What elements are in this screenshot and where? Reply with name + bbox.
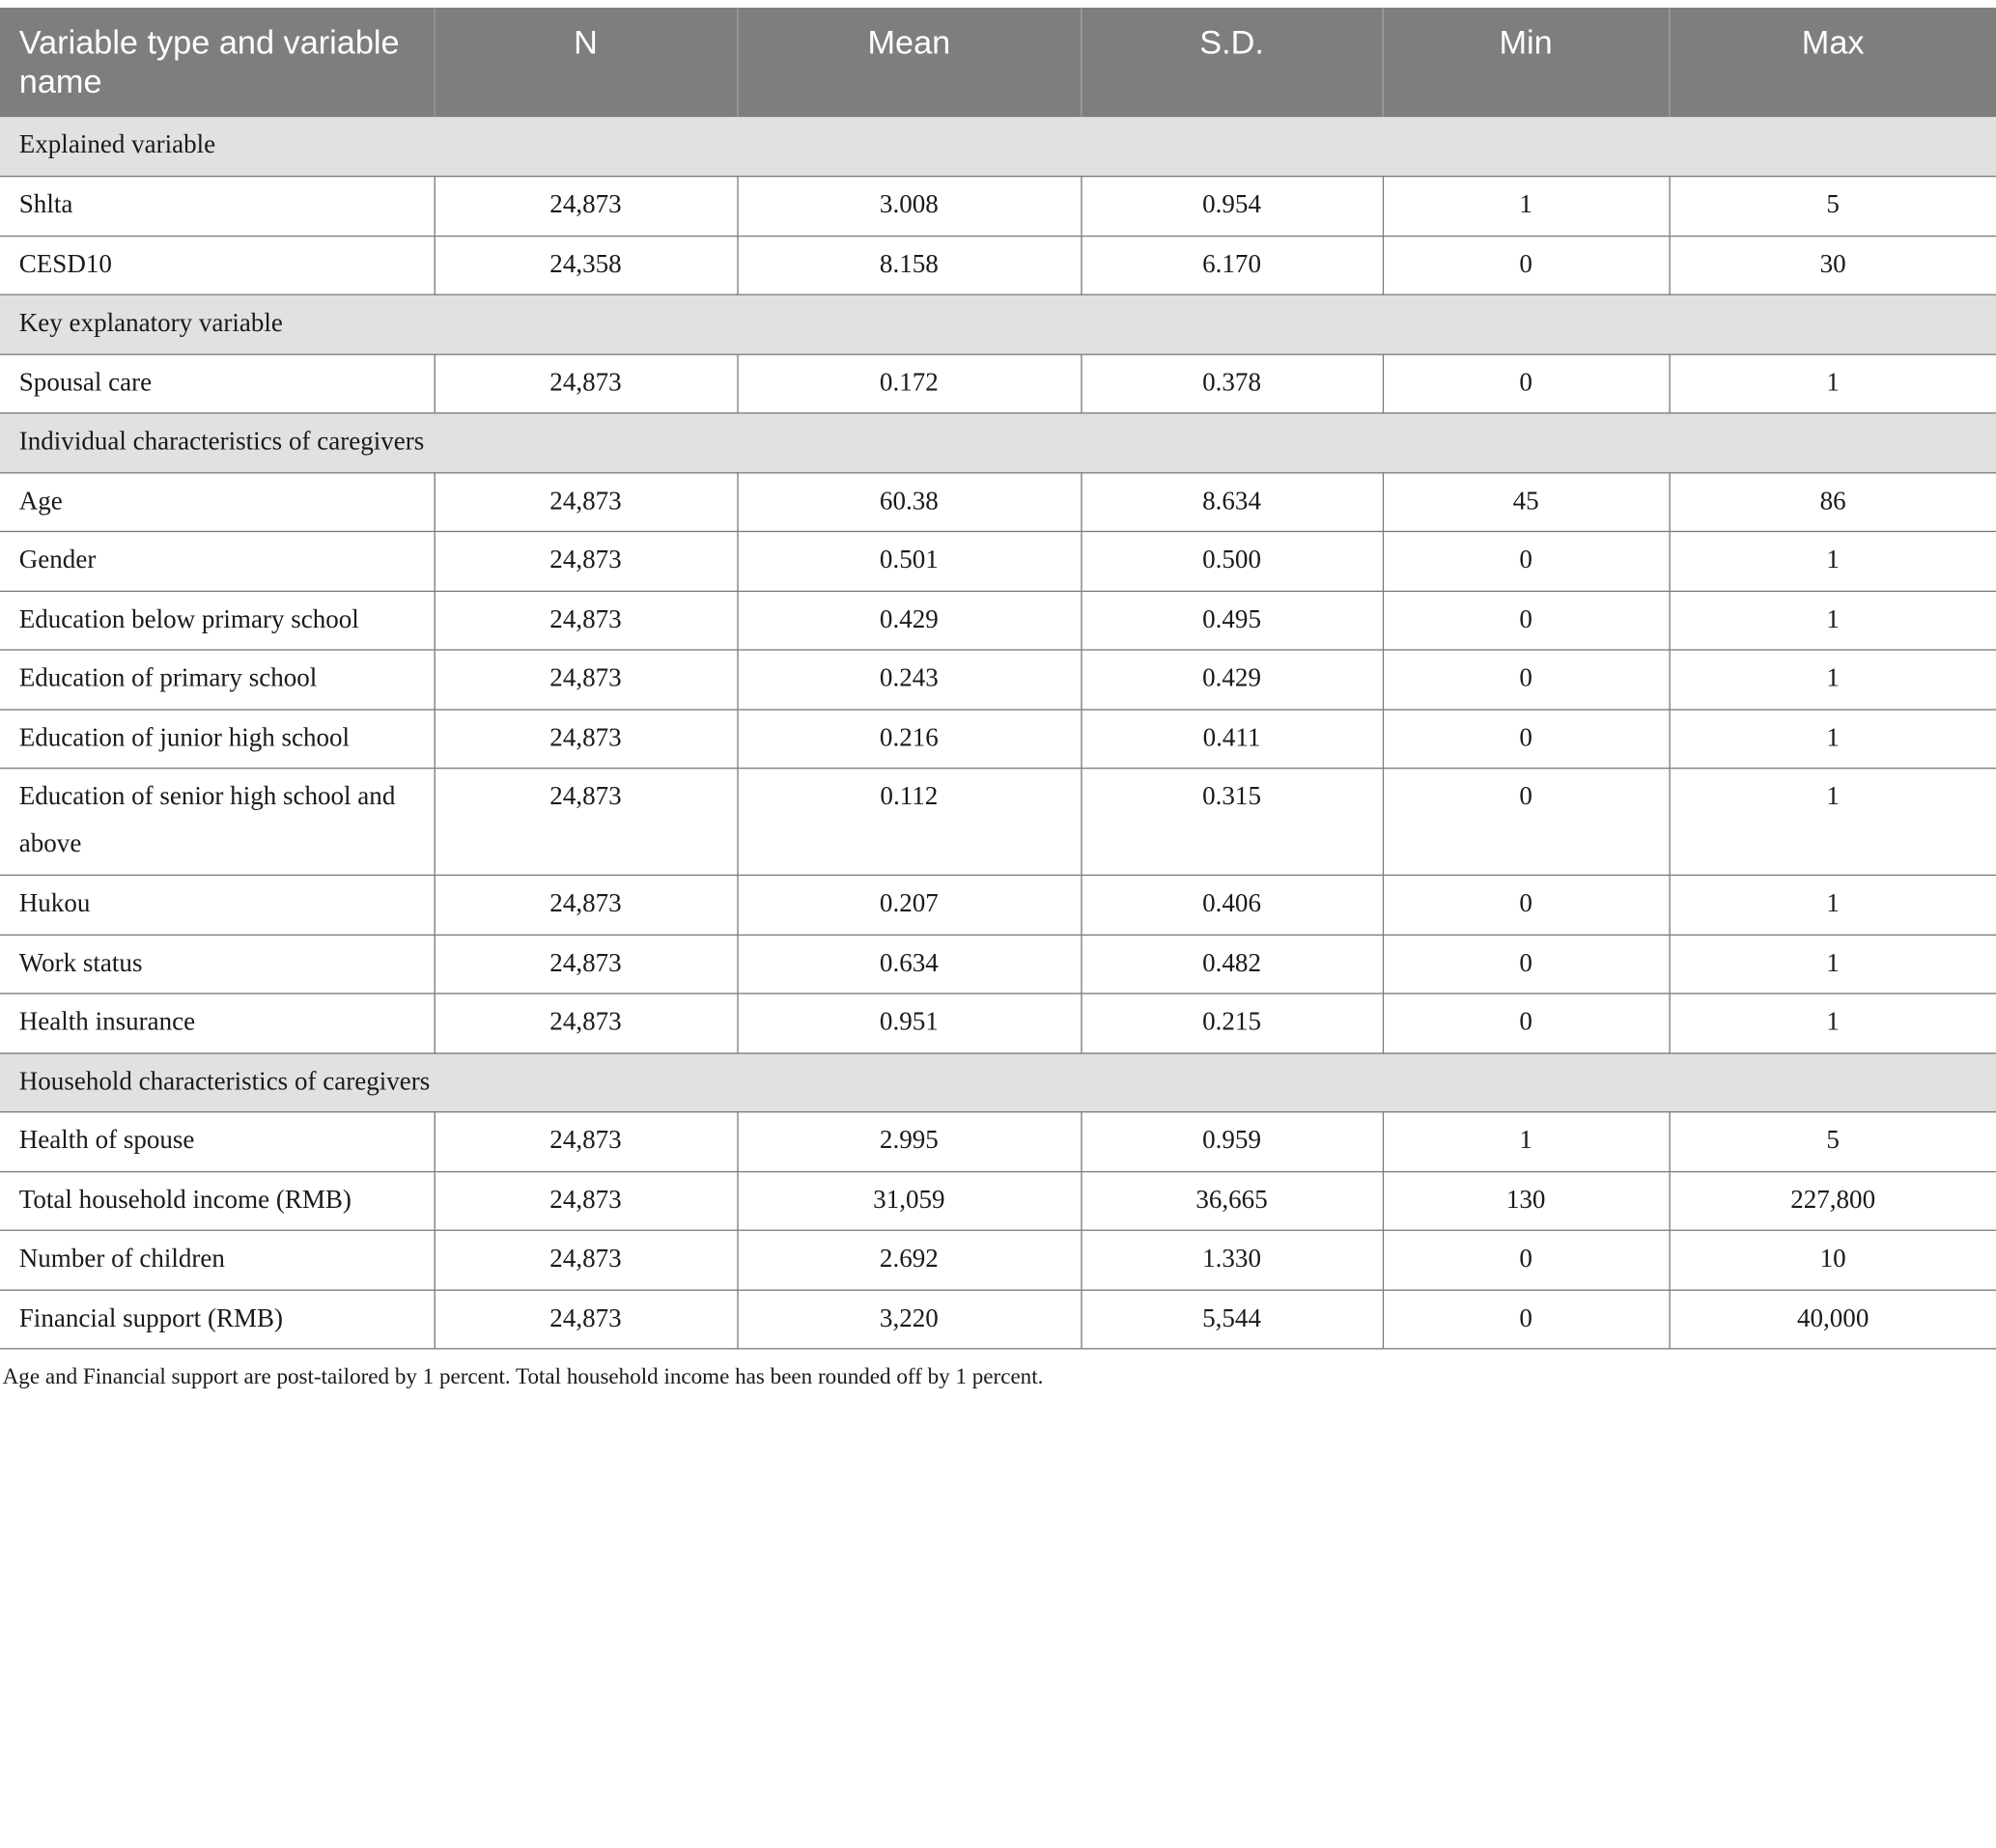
mean-cell: 8.158 — [737, 236, 1081, 294]
n-cell: 24,873 — [435, 935, 738, 994]
n-cell: 24,873 — [435, 709, 738, 768]
min-cell: 45 — [1383, 472, 1670, 531]
n-cell: 24,873 — [435, 875, 738, 934]
n-cell: 24,873 — [435, 994, 738, 1052]
min-cell: 0 — [1383, 650, 1670, 709]
table-footnote: Age and Financial support are post-tailored by 1 percent. Total household income has been rounded off by 1 percent. — [2, 1363, 1044, 1389]
sd-cell: 36,665 — [1081, 1171, 1382, 1230]
variable-name-cell: Shlta — [0, 177, 435, 236]
min-cell: 0 — [1383, 591, 1670, 650]
min-cell: 1 — [1383, 1112, 1670, 1171]
max-cell: 1 — [1669, 875, 1996, 934]
header-sd: S.D. — [1081, 8, 1382, 117]
variable-name-cell: Health of spouse — [0, 1112, 435, 1171]
max-cell: 5 — [1669, 1112, 1996, 1171]
table-row — [0, 935, 1996, 994]
sd-cell: 0.495 — [1081, 591, 1382, 650]
header-variable: Variable type and variable name — [0, 8, 435, 117]
table-row — [0, 177, 1996, 236]
mean-cell: 0.429 — [737, 591, 1081, 650]
header-mean: Mean — [737, 8, 1081, 117]
min-cell: 0 — [1383, 875, 1670, 934]
max-cell: 1 — [1669, 650, 1996, 709]
n-cell: 24,873 — [435, 354, 738, 413]
sd-cell: 6.170 — [1081, 236, 1382, 294]
mean-cell: 0.243 — [737, 650, 1081, 709]
n-cell: 24,873 — [435, 1171, 738, 1230]
min-cell: 0 — [1383, 709, 1670, 768]
variable-name-cell: Financial support (RMB) — [0, 1290, 435, 1349]
variable-name-cell: Hukou — [0, 875, 435, 934]
table-row — [0, 769, 1996, 876]
mean-cell: 0.172 — [737, 354, 1081, 413]
max-cell: 1 — [1669, 935, 1996, 994]
max-cell: 86 — [1669, 472, 1996, 531]
max-cell: 1 — [1669, 709, 1996, 768]
variable-name-cell: Health insurance — [0, 994, 435, 1052]
section-row — [0, 1052, 1996, 1111]
section-row — [0, 413, 1996, 472]
section-title: Individual characteristics of caregivers — [0, 413, 1996, 472]
variable-name-cell: Education of junior high school — [0, 709, 435, 768]
header-row — [0, 8, 1996, 117]
mean-cell: 0.207 — [737, 875, 1081, 934]
sd-cell: 0.215 — [1081, 994, 1382, 1052]
header-n: N — [435, 8, 738, 117]
table-row — [0, 650, 1996, 709]
min-cell: 130 — [1383, 1171, 1670, 1230]
variable-name-cell: CESD10 — [0, 236, 435, 294]
mean-cell: 0.634 — [737, 935, 1081, 994]
sd-cell: 0.482 — [1081, 935, 1382, 994]
sd-cell: 1.330 — [1081, 1230, 1382, 1289]
table-row — [0, 709, 1996, 768]
max-cell: 227,800 — [1669, 1171, 1996, 1230]
n-cell: 24,873 — [435, 1290, 738, 1349]
variable-name-cell: Education of senior high school and above — [0, 769, 435, 876]
n-cell: 24,873 — [435, 177, 738, 236]
sd-cell: 0.411 — [1081, 709, 1382, 768]
table-body — [0, 117, 1996, 1349]
max-cell: 1 — [1669, 531, 1996, 590]
n-cell: 24,873 — [435, 531, 738, 590]
min-cell: 0 — [1383, 1290, 1670, 1349]
table-row — [0, 1171, 1996, 1230]
min-cell: 0 — [1383, 354, 1670, 413]
variable-name-cell: Total household income (RMB) — [0, 1171, 435, 1230]
descriptive-statistics-table — [0, 8, 1996, 1350]
max-cell: 1 — [1669, 769, 1996, 876]
table-row — [0, 1290, 1996, 1349]
header-max: Max — [1669, 8, 1996, 117]
mean-cell: 2.995 — [737, 1112, 1081, 1171]
variable-name-cell: Age — [0, 472, 435, 531]
mean-cell: 3.008 — [737, 177, 1081, 236]
n-cell: 24,873 — [435, 1112, 738, 1171]
table-row — [0, 1230, 1996, 1289]
sd-cell: 0.378 — [1081, 354, 1382, 413]
header-min: Min — [1383, 8, 1670, 117]
n-cell: 24,873 — [435, 591, 738, 650]
max-cell: 1 — [1669, 591, 1996, 650]
variable-name-cell: Spousal care — [0, 354, 435, 413]
section-title: Household characteristics of caregivers — [0, 1052, 1996, 1111]
variable-name-cell: Education below primary school — [0, 591, 435, 650]
table-row — [0, 591, 1996, 650]
table-row — [0, 994, 1996, 1052]
min-cell: 0 — [1383, 531, 1670, 590]
section-row — [0, 294, 1996, 353]
section-row — [0, 117, 1996, 176]
n-cell: 24,873 — [435, 650, 738, 709]
n-cell: 24,873 — [435, 769, 738, 876]
variable-name-cell: Gender — [0, 531, 435, 590]
mean-cell: 60.38 — [737, 472, 1081, 531]
table-header — [0, 8, 1996, 117]
n-cell: 24,873 — [435, 1230, 738, 1289]
min-cell: 0 — [1383, 236, 1670, 294]
mean-cell: 3,220 — [737, 1290, 1081, 1349]
table-row — [0, 875, 1996, 934]
max-cell: 1 — [1669, 354, 1996, 413]
table-row — [0, 472, 1996, 531]
table-row — [0, 1112, 1996, 1171]
variable-name-cell: Number of children — [0, 1230, 435, 1289]
min-cell: 0 — [1383, 769, 1670, 876]
sd-cell: 0.315 — [1081, 769, 1382, 876]
mean-cell: 0.501 — [737, 531, 1081, 590]
mean-cell: 0.951 — [737, 994, 1081, 1052]
sd-cell: 0.500 — [1081, 531, 1382, 590]
max-cell: 40,000 — [1669, 1290, 1996, 1349]
mean-cell: 0.112 — [737, 769, 1081, 876]
min-cell: 0 — [1383, 1230, 1670, 1289]
table-row — [0, 354, 1996, 413]
sd-cell: 5,544 — [1081, 1290, 1382, 1349]
min-cell: 0 — [1383, 935, 1670, 994]
variable-name-cell: Work status — [0, 935, 435, 994]
sd-cell: 0.406 — [1081, 875, 1382, 934]
sd-cell: 0.959 — [1081, 1112, 1382, 1171]
mean-cell: 31,059 — [737, 1171, 1081, 1230]
sd-cell: 0.429 — [1081, 650, 1382, 709]
variable-name-cell: Education of primary school — [0, 650, 435, 709]
mean-cell: 2.692 — [737, 1230, 1081, 1289]
section-title: Explained variable — [0, 117, 1996, 176]
max-cell: 10 — [1669, 1230, 1996, 1289]
min-cell: 1 — [1383, 177, 1670, 236]
max-cell: 1 — [1669, 994, 1996, 1052]
table-row — [0, 236, 1996, 294]
sd-cell: 0.954 — [1081, 177, 1382, 236]
max-cell: 30 — [1669, 236, 1996, 294]
n-cell: 24,873 — [435, 472, 738, 531]
min-cell: 0 — [1383, 994, 1670, 1052]
n-cell: 24,358 — [435, 236, 738, 294]
mean-cell: 0.216 — [737, 709, 1081, 768]
sd-cell: 8.634 — [1081, 472, 1382, 531]
table-row — [0, 531, 1996, 590]
max-cell: 5 — [1669, 177, 1996, 236]
section-title: Key explanatory variable — [0, 294, 1996, 353]
